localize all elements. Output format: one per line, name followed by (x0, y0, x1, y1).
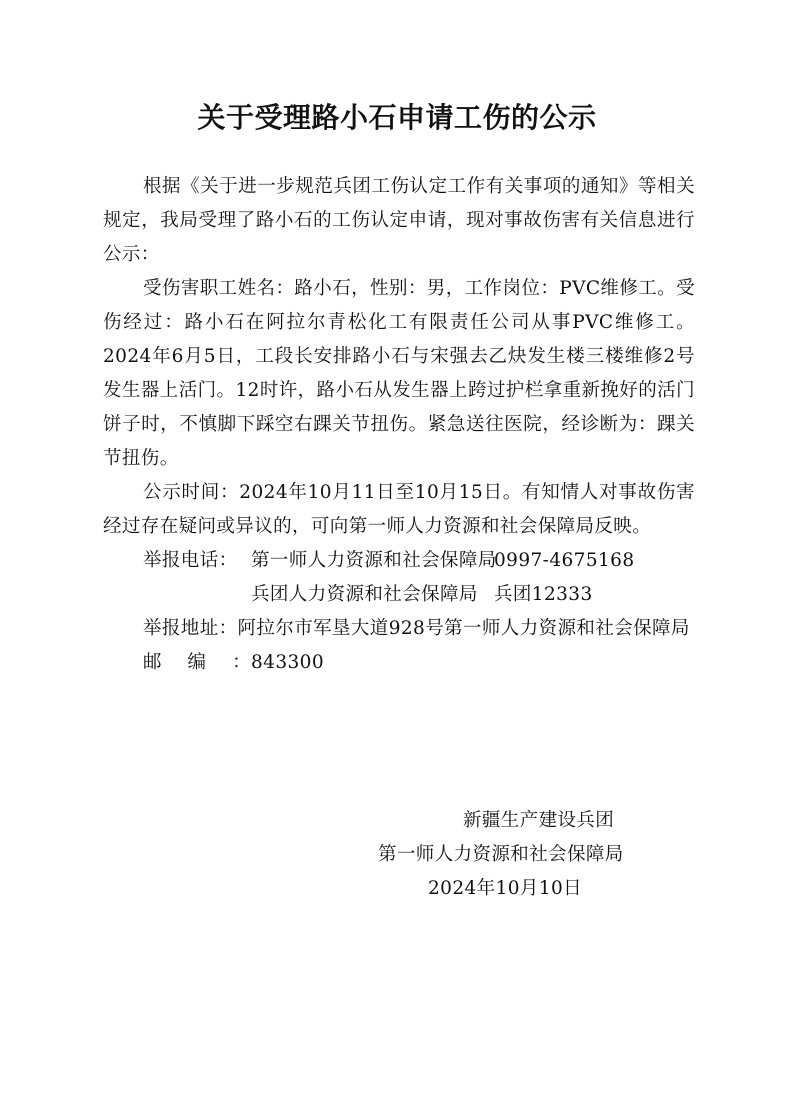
signature-org-1: 新疆生产建设兵团 (463, 810, 615, 831)
postcode-row (103, 646, 695, 680)
postcode-value: 843300 (251, 652, 325, 673)
postcode-label: 邮编： (143, 652, 251, 673)
report-address: 举报地址：阿拉尔市军垦大道928号第一师人力资源和社会保障局 (143, 618, 690, 639)
report-phone-org: 兵团人力资源和社会保障局 (251, 584, 478, 605)
report-phone-number: 0997-4675168 (494, 550, 635, 571)
signature-date: 2024年10月10日 (428, 878, 583, 899)
report-phone-org: 第一师人力资源和社会保障局 (251, 550, 497, 571)
page-title: 关于受理路小石申请工伤的公示 (197, 101, 597, 134)
report-phone-row-1 (103, 544, 695, 578)
period-paragraph: 公示时间：2024年10月11日至10月15日。有知情人对事故伤害经过存在疑问或异议的，可向第一师人力资源和社会保障局反映。 (103, 482, 695, 537)
report-phone-number: 兵团12333 (494, 584, 593, 605)
intro-paragraph: 根据《关于进一步规范兵团工伤认定工作有关事项的通知》等相关规定，我局受理了路小石的工伤认定申请，现对事故伤害有关信息进行公示： (103, 176, 695, 265)
worker-paragraph: 受伤害职工姓名：路小石，性别：男，工作岗位：PVC维修工。受伤经过：路小石在阿拉尔青松化工有限责任公司从事PVC维修工。2024年6月5日，工段长安排路小石与宋强去乙炔发生楼三楼维修2号发生器上活门。12时许，路小石从发生器上跨过护栏拿重新挽好的活门饼子时，不慎脚下踩空右踝关节扭伤。紧急送往医院，经诊断为：踝关节扭伤。 (103, 278, 695, 469)
report-phone-label: 举报电话： (143, 550, 238, 571)
report-phone-row-2 (103, 578, 695, 612)
signature-org-2: 第一师人力资源和社会保障局 (378, 844, 624, 865)
notice-body (103, 170, 695, 680)
